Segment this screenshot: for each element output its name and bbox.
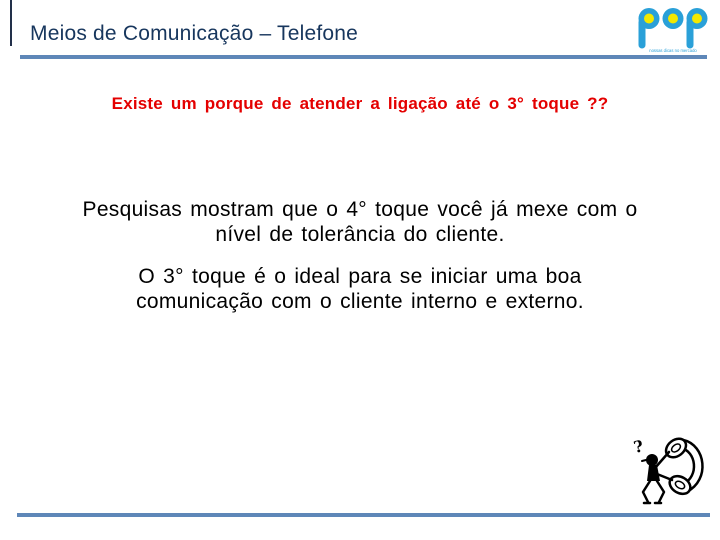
header-rule-line <box>20 55 707 59</box>
paragraph-line: O 3° toque é o ideal para se iniciar uma boa <box>138 265 582 288</box>
slide-title: Meios de Comunicação – Telefone <box>30 22 359 45</box>
pop-logo <box>638 7 708 53</box>
phone-cartoon <box>625 436 705 508</box>
paragraph-ideal-ring <box>0 264 720 314</box>
top-left-tick-line <box>10 0 12 46</box>
logo-tagline: nossas dicas no mercado <box>649 48 697 53</box>
question-heading: Existe um porque de atender a ligação até o 3° toque ?? <box>111 94 609 113</box>
paragraph-line: nível de tolerância do cliente. <box>215 223 505 246</box>
paragraph-line: Pesquisas mostram que o 4° toque você já mexe com o <box>82 198 638 221</box>
paragraph-line: comunicação com o cliente interno e externo. <box>136 290 584 313</box>
question-mark-glyph: ? <box>631 436 646 457</box>
paragraph-research <box>0 197 720 247</box>
stickman-telephone-icon <box>625 436 705 508</box>
pop-logo-icon <box>638 7 708 53</box>
footer-rule-line <box>17 513 710 517</box>
